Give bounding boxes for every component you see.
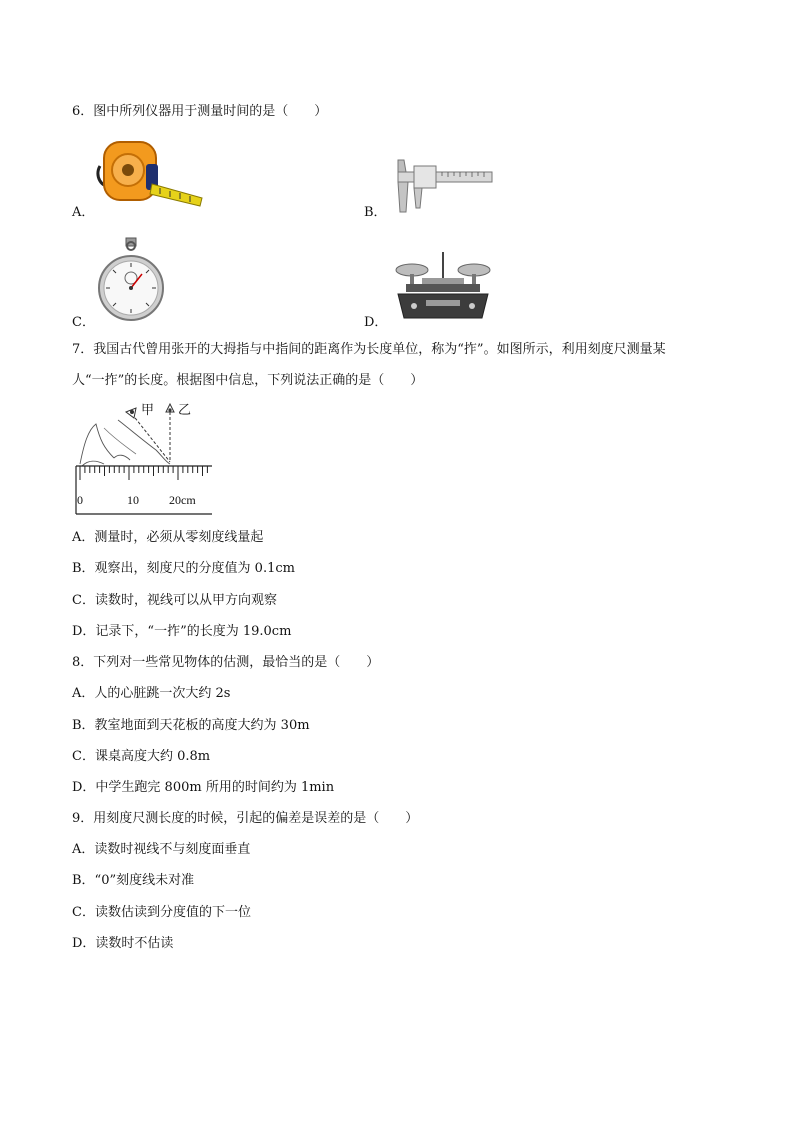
q6-option-c-label: C． [72,315,95,330]
q7-stem-line-1: 7．我国古代曾用张开的大拇指与中指间的距离作为长度单位，称为“拃”。如图所示，利用刻度尺测量某 [72,342,666,357]
q6-option-a-label: A． [72,205,95,220]
q7-tick-10: 10 [127,493,139,507]
q7-option-c: C．读数时，视线可以从甲方向观察 [72,593,277,608]
q6-option-d-label: D． [364,315,388,330]
q7-label-yi: 乙 [178,402,192,417]
stopwatch-icon [98,236,164,330]
q8-stem: 8．下列对一些常见物体的估测，最恰当的是（ ） [72,655,380,670]
q9-option-a: A．读数时视线不与刻度面垂直 [72,842,251,857]
q6-stem: 6．图中所列仪器用于测量时间的是（ ） [72,104,328,119]
q7-option-a: A．测量时，必须从零刻度线量起 [72,530,264,545]
q9-stem: 9．用刻度尺测长度的时候，引起的偏差是误差的是（ ） [72,811,419,826]
q7-ruler-figure [74,400,216,522]
q8-option-a: A．人的心脏跳一次大约 2s [72,686,231,701]
q9-option-d: D．读数时不估读 [72,936,174,951]
q7-tick-20: 20cm [169,493,196,507]
q9-option-b: B．“0”刻度线未对准 [72,873,195,888]
q8-option-c: C．课桌高度大约 0.8m [72,749,211,764]
q7-stem-line-2: 人“一拃”的长度。根据图中信息，下列说法正确的是（ ） [72,373,424,388]
q8-option-d: D．中学生跑完 800m 所用的时间约为 1min [72,780,335,795]
vernier-caliper-icon [394,156,494,220]
q7-tick-0: 0 [77,493,83,507]
q8-option-b: B．教室地面到天花板的高度大约为 30m [72,718,310,733]
q7-option-d: D．记录下，“一拃”的长度为 19.0cm [72,624,292,639]
q9-option-c: C．读数估读到分度值的下一位 [72,905,251,920]
balance-scale-icon [392,248,494,328]
q6-option-b-label: B． [364,205,387,220]
q7-label-jia: 甲 [141,402,155,417]
tape-measure-icon [96,136,206,218]
q7-option-b: B．观察出，刻度尺的分度值为 0.1cm [72,561,295,576]
